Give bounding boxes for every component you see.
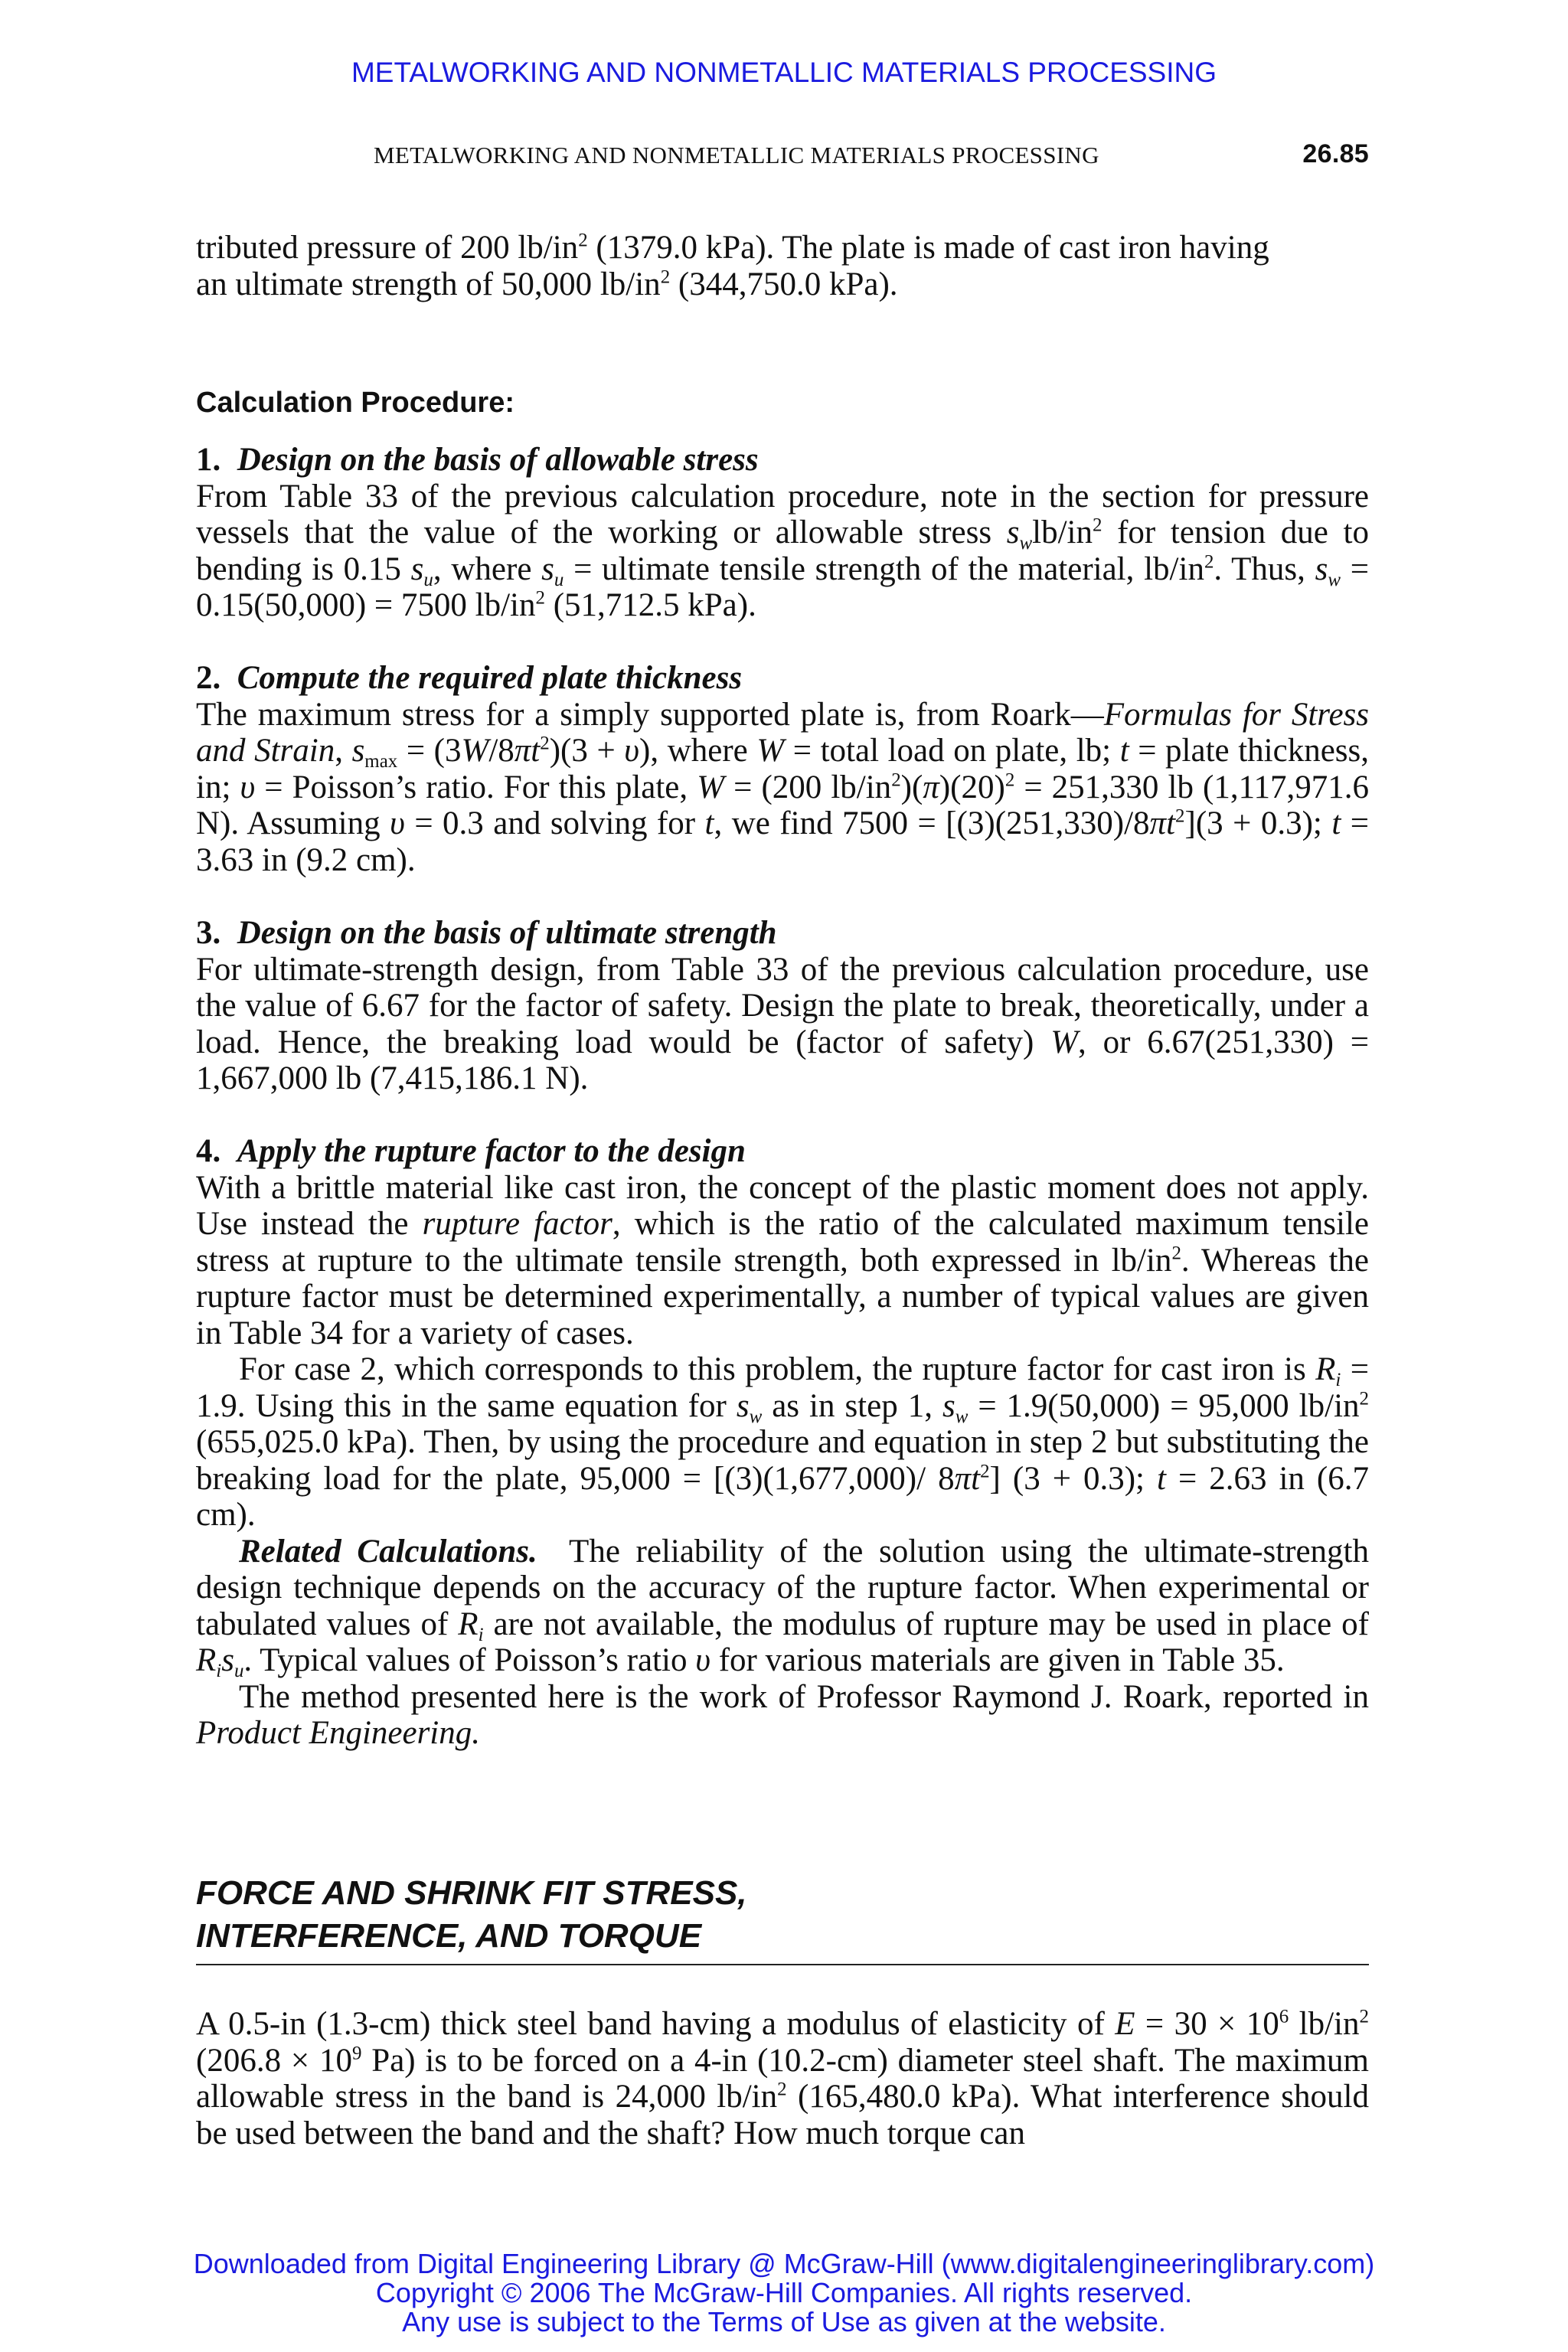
section-title: [196, 1872, 747, 1958]
footer-line-2: Copyright © 2006 The McGraw-Hill Companies. All rights reserved.: [375, 2277, 1193, 2308]
final-paragraph: The method presented here is the work of Professor Raymond J. Roark, reported in: [239, 1678, 1369, 1715]
top-banner: METALWORKING AND NONMETALLIC MATERIALS PROCESSING: [351, 57, 1217, 88]
page-number: 26.85: [1302, 139, 1369, 168]
step-3: 3. Design on the basis of ultimate strength For ultimate-strength design, from Table 33 of the previous calculation procedure, use the value of 6.67 for the factor of safety. Design the plate to break, theoretically, under a load. Hence, the breaking load would be (factor of safety) W, or 6.67(251,330) = 1,667,000 lb (7,415,186.1 N).: [196, 915, 1369, 1096]
step-3-heading: 3. Design on the basis of ultimate strength: [196, 915, 777, 951]
section-title-line-2: INTERFERENCE, AND TORQUE: [196, 1917, 702, 1955]
intro-paragraph: tributed pressure of 200 $lb/in^2$ (1379.0 kPa). The plate is made of cast iron having an ultimate strength of 50,000 $lb/in^2$ (344,750.0 kPa).: [196, 230, 1269, 302]
intro-text: (1379.0 kPa). The plate is made of cast iron having: [587, 230, 1269, 266]
problem-statement: A 0.5-in (1.3-cm) thick steel band having a modulus of elasticity of $E = 30 \times 10^6$ $lb/in^2$ ($206.8 \times 10^9$ Pa) is to be forced on a 4-in (10.2-cm) diameter steel shaft. The maximum allowable stress in the band is 24,000 $lb/in^2$ (165,480.0 kPa). What interference should be used between the band and the shaft? How much torque can: [196, 2006, 1369, 2151]
intro-text: an ultimate strength of 50,000 lb/in: [196, 266, 661, 302]
footer: [0, 2249, 1568, 2337]
related-calculations-label: Related Calculations.: [239, 1533, 537, 1570]
final-paragraph-italic: Product Engineering.: [196, 1715, 481, 1751]
step-4: 4. Apply the rupture factor to the design With a brittle material like cast iron, the concept of the plastic moment does not apply. Use instead the rupture factor, which is the ratio of the calculated maximum tensile stress at rupture to the ultimate tensile strength, both expressed in $lb/in^2$. Whereas the rupture factor must be determined experimentally, a number of typical values are given in Table 34 for a variety of cases. For case 2, which corresponds to this problem, the rupture factor for cast iron is $R_i = 1.9$. Using this in the same equation for $s_w$ as in step 1, $s_w = 1.9(50,000) = 95,000$ $lb/in^2$ (655,025.0 kPa). Then, by using the procedure and equation in step 2 but substituting the breaking load for the plate, 95,000 = [(3)(1,677,000)/ $8\pi t^2$] (3 + 0.3); t = 2.63 in (6.7 cm). Related Calculations. The reliability of the solution using the ultimate-strength design technique depends on the accuracy of the rupture factor. When experimental or tabulated values of $R_i$ are not available, the modulus of rupture may be used in place of $R_is_u$. Typical values of Poisson’s ratio υ for various materials are given in Table 35. The method presented here is the work of Professor Raymond J. Roark, reported in Product Engineering.: [196, 1133, 1370, 1751]
step-2: 2. Compute the required plate thickness The maximum stress for a simply supported plate is, from Roark—Formulas for Stress and Strain, $s_{max} = (3W/8\pi t^2)(3 + \upsilon)$, where W = total load on plate, lb; t = plate thickness, in; υ = Poisson’s ratio. For this plate, W = (200 $lb/in^2)(\pi)(20)^2 = 251,330$ lb (1,117,971.6 N). Assuming υ = 0.3 and solving for t, we find $7500 = [(3)(251,330)/8\pi t^2](3 + 0.3)$; t = 3.63 in (9.2 cm).: [196, 660, 1370, 878]
running-head-title: METALWORKING AND NONMETALLIC MATERIALS PROCESSING: [374, 142, 1099, 168]
section-rule: [196, 1964, 1369, 1965]
intro-text: tributed pressure of 200 lb/in: [196, 230, 579, 266]
step-1-heading: 1. Design on the basis of allowable stress: [196, 442, 759, 478]
footer-line-1[interactable]: Downloaded from Digital Engineering Library @ McGraw-Hill (www.digitalengineeringlibrary.com): [193, 2248, 1375, 2279]
step-1: 1. Design on the basis of allowable stress From Table 33 of the previous calculation procedure, note in the section for pressure vessels that the value of the working or allowable stress $s_wlb/in^2$ for tension due to bending is 0.15 $s_u$, where $s_u$ = ultimate tensile strength of the material, $lb/in^2$. Thus, $s_w = 0.15(50,000) = 7500$ $lb/in^2$ (51,712.5 kPa).: [196, 442, 1369, 623]
section-title-line-1: FORCE AND SHRINK FIT STRESS,: [196, 1874, 747, 1912]
footer-line-3[interactable]: Any use is subject to the Terms of Use as given at the website.: [402, 2306, 1166, 2337]
step-2-heading: 2. Compute the required plate thickness: [196, 660, 743, 696]
intro-text: (344,750.0 kPa).: [670, 266, 898, 302]
procedure-heading: Calculation Procedure:: [196, 387, 514, 419]
step-4-heading: 4. Apply the rupture factor to the design: [196, 1133, 746, 1169]
